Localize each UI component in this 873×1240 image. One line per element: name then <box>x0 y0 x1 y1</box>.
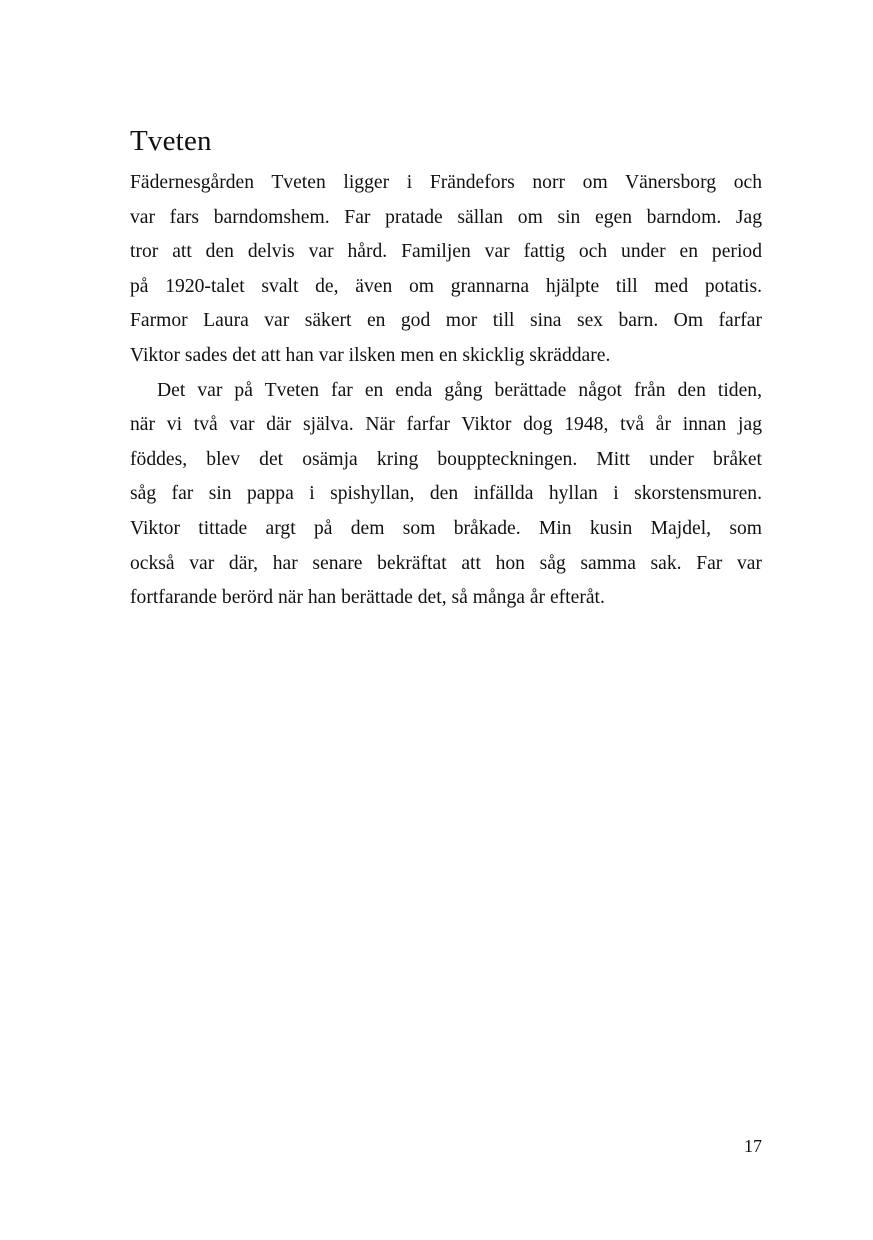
paragraph-line: var fars barndomshem. Far pratade sällan om sin egen barndom. Jag <box>130 206 762 228</box>
page-number: 17 <box>744 1136 762 1156</box>
paragraph-1 <box>130 166 762 374</box>
paragraph-2 <box>130 374 762 616</box>
paragraph-line: Viktor tittade argt på dem som bråkade. Min kusin Majdel, som <box>130 517 762 539</box>
paragraph-line: på 1920-talet svalt de, även om grannarna hjälpte till med potatis. <box>130 275 762 297</box>
page-body <box>130 122 762 616</box>
paragraph-line: Farmor Laura var säkert en god mor till sina sex barn. Om farfar <box>130 310 762 332</box>
paragraph-line: när vi två var där själva. När farfar Viktor dog 1948, två år innan jag <box>130 414 762 436</box>
chapter-title: Tveten <box>130 125 212 157</box>
paragraph-line: såg far sin pappa i spishyllan, den infällda hyllan i skorstensmuren. <box>130 483 762 505</box>
paragraph-line: föddes, blev det osämja kring bouppteckningen. Mitt under bråket <box>130 448 762 470</box>
paragraph-line: Fädernesgården Tveten ligger i Frändefors norr om Vänersborg och <box>130 172 762 193</box>
paragraph-line: fortfarande berörd när han berättade det, så många år efteråt. <box>130 587 605 609</box>
paragraph-line: Viktor sades det att han var ilsken men en skicklig skräddare. <box>130 344 611 366</box>
paragraph-line: tror att den delvis var hård. Familjen var fattig och under en period <box>130 241 762 263</box>
paragraph-line: också var där, har senare bekräftat att hon såg samma sak. Far var <box>130 552 762 574</box>
paragraph-line: Det var på Tveten far en enda gång berättade något från den tiden, <box>157 379 762 401</box>
